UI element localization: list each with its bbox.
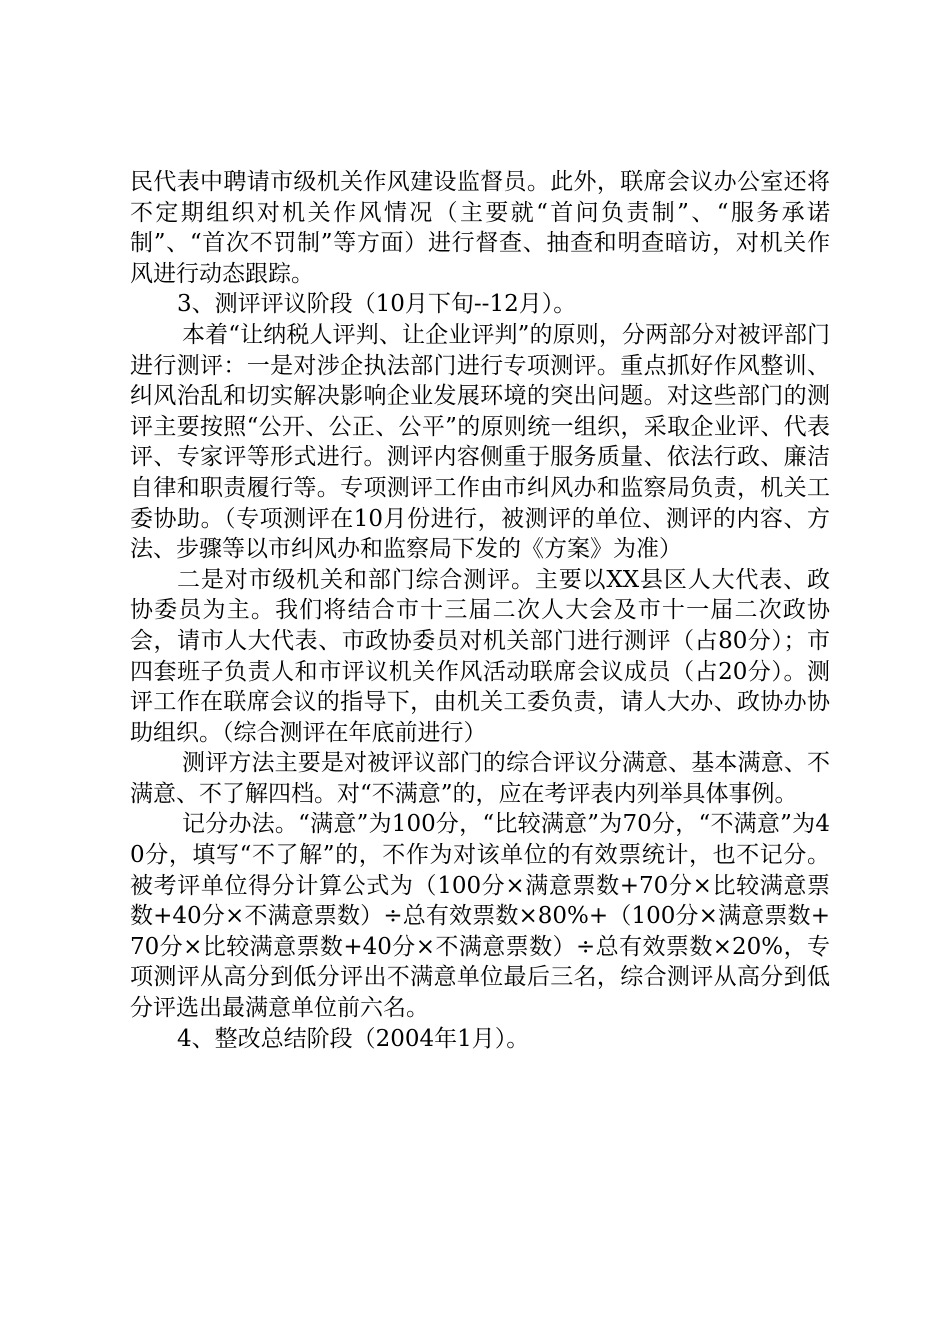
heading-stage-3: 3、测评评议阶段（10月下旬--12月）。 [177, 291, 577, 318]
paragraph-supervisors: 民代表中聘请市级机关作风建设监督员。此外，联席会议办公室还将不定期组织对机关作风情况（主要就“首问负责制”、“服务承诺制”、“首次不罚制”等方面）进行督查、抽查和明查暗访，对机关作风进行动态跟踪。 [130, 169, 830, 287]
paragraph-special-evaluation: 本着“让纳税人评判、让企业评判”的原则，分两部分对被评部门进行测评：一是对涉企执法部门进行专项测评。重点抓好作风整训、纠风治乱和切实解决影响企业发展环境的突出问题。对这些部门的测评主要按照“公开、公正、公平”的原则统一组织，采取企业评、代表评、专家评等形式进行。测评内容侧重于服务质量、依法行政、廉洁自律和职责履行等。专项测评工作由市纠风办和监察局负责，机关工委协助。（专项测评在10月份进行，被测评的单位、测评的内容、方法、步骤等以市纠风办和监察局下发的《方案》为准） [130, 321, 830, 563]
paragraph-scoring-method: 记分办法。“满意”为100分，“比较满意”为70分，“不满意”为40分，填写“不了解”的，不作为对该单位的有效票统计，也不记分。被考评单位得分计算公式为（100分×满意票数+70分×比较满意票数+40分×不满意票数）÷总有效票数×80%+（100分×满意票数+70分×比较满意票数+40分×不满意票数）÷总有效票数×20%，专项测评从高分到低分评出不满意单位最后三名，综合测评从高分到低分评选出最满意单位前六名。 [130, 811, 830, 1022]
paragraph-comprehensive-evaluation: 二是对市级机关和部门综合测评。主要以XX县区人大代表、政协委员为主。我们将结合市十三届二次人大会及市十一届二次政协会，请市人大代表、市政协委员对机关部门进行测评（占80分）；市四套班子负责人和市评议机关作风活动联席会议成员（占20分）。测评工作在联席会议的指导下，由机关工委负责，请人大办、政协办协助组织。（综合测评在年底前进行） [130, 566, 830, 746]
heading-stage-4: 4、整改总结阶段（2004年1月）。 [177, 1025, 530, 1052]
document-body [130, 167, 830, 1054]
paragraph-evaluation-method: 测评方法主要是对被评议部门的综合评议分满意、基本满意、不满意、不了解四档。对“不满意”的，应在考评表内列举具体事例。 [130, 750, 830, 807]
